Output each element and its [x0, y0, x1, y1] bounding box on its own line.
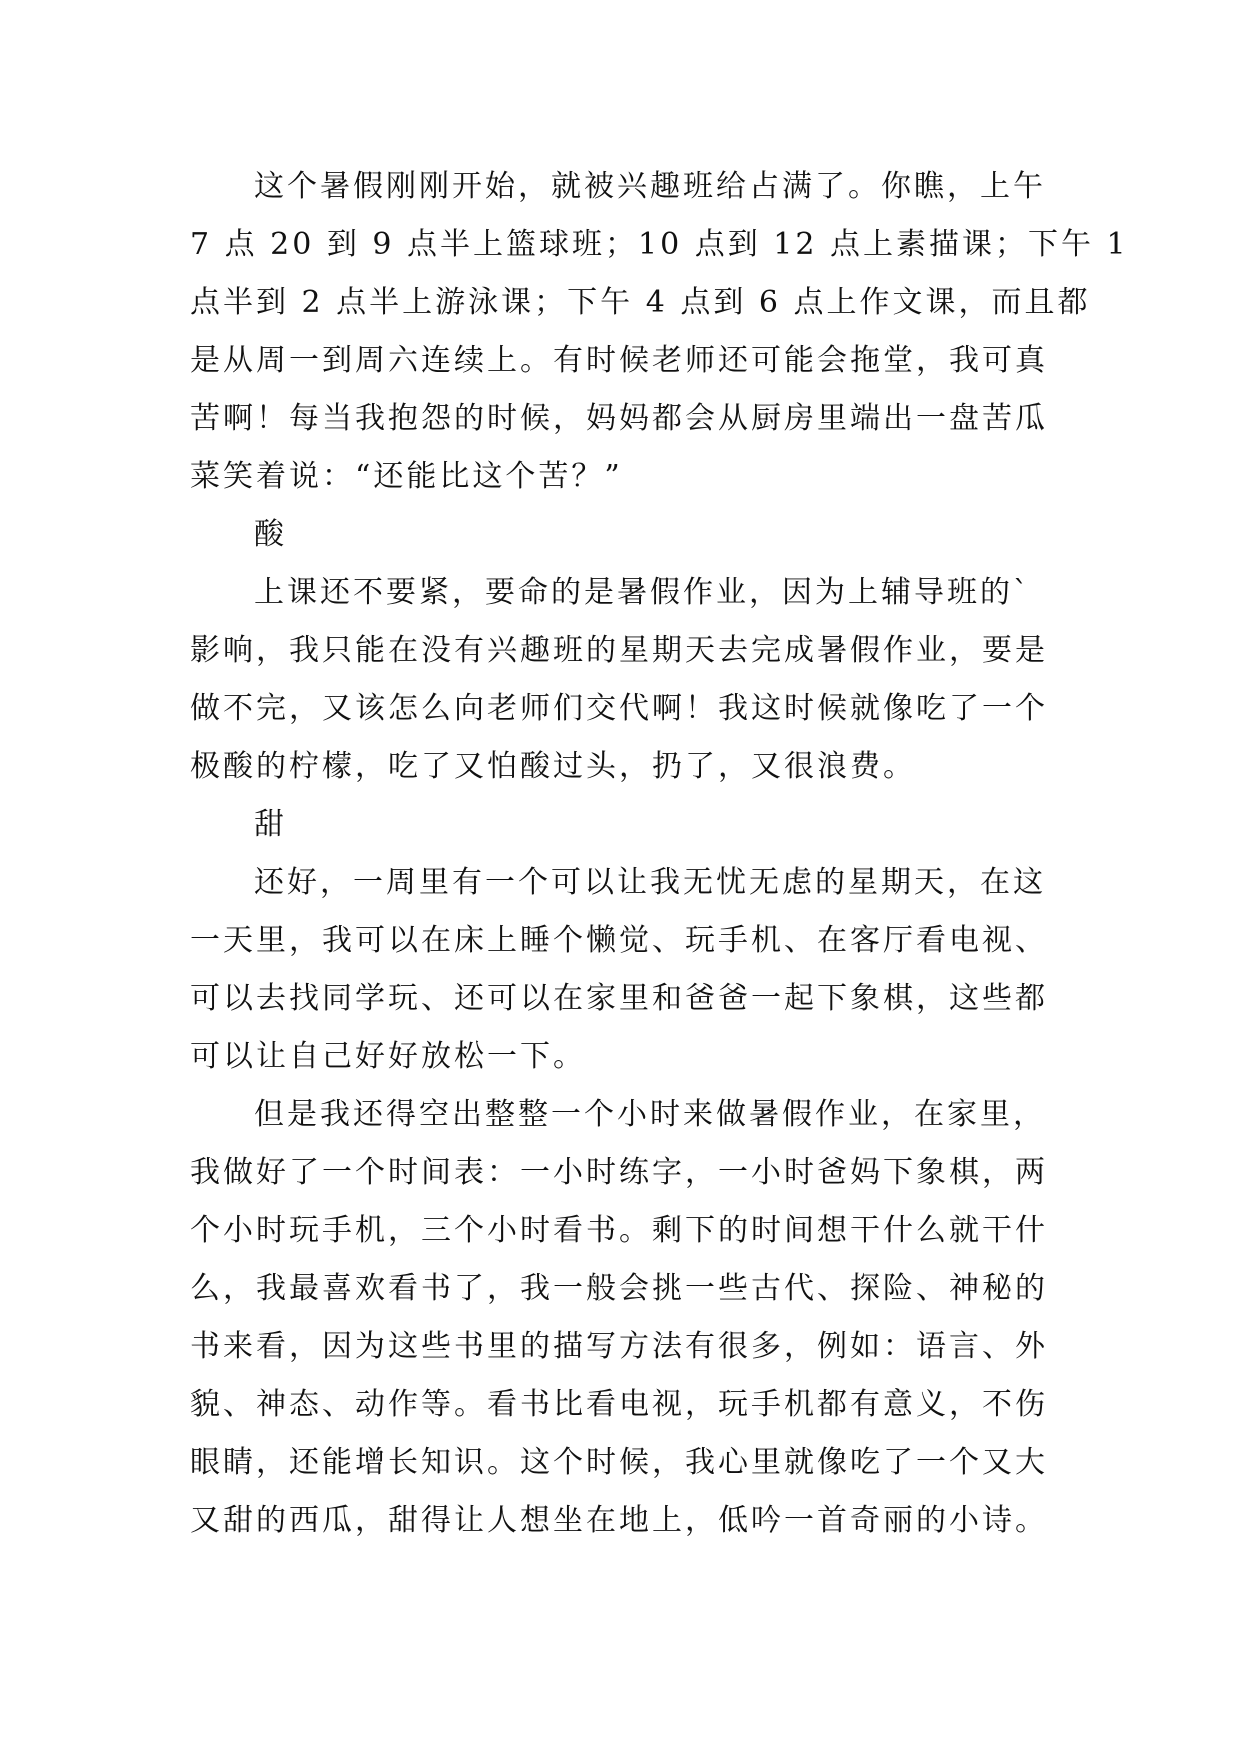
- text-line: 么，我最喜欢看书了，我一般会挑一些古代、探险、神秘的: [190, 1271, 1048, 1306]
- text-line: 眼睛，还能增长知识。这个时候，我心里就像吃了一个又大: [190, 1445, 1048, 1480]
- text-line: 菜笑着说：“还能比这个苦？”: [190, 459, 623, 494]
- text-line: 个小时玩手机，三个小时看书。剩下的时间想干什么就干什: [190, 1213, 1048, 1248]
- section-heading-sour: 酸: [254, 517, 287, 552]
- text-line: 可以让自己好好放松一下。: [190, 1039, 586, 1074]
- text-line: 极酸的柠檬，吃了又怕酸过头，扔了，又很浪费。: [190, 749, 916, 784]
- section-heading-sweet: 甜: [254, 807, 287, 842]
- text-line: 点半到 2 点半上游泳课；下午 4 点到 6 点上作文课，而且都: [190, 285, 1091, 320]
- text-line: 影响，我只能在没有兴趣班的星期天去完成暑假作业，要是: [190, 633, 1048, 668]
- text-line: 这个暑假刚刚开始，就被兴趣班给占满了。你瞧，上午: [254, 169, 1046, 204]
- text-line: 我做好了一个时间表：一小时练字，一小时爸妈下象棋，两: [190, 1155, 1048, 1190]
- text-line: 书来看，因为这些书里的描写方法有很多，例如：语言、外: [190, 1329, 1048, 1364]
- text-line: 又甜的西瓜，甜得让人想坐在地上，低吟一首奇丽的小诗。: [190, 1503, 1048, 1538]
- text-line: 可以去找同学玩、还可以在家里和爸爸一起下象棋，这些都: [190, 981, 1048, 1016]
- text-line: 7 点 20 到 9 点半上篮球班；10 点到 12 点上素描课；下午 1: [190, 227, 1129, 262]
- text-line: 苦啊！每当我抱怨的时候，妈妈都会从厨房里端出一盘苦瓜: [190, 401, 1048, 436]
- text-line: 一天里，我可以在床上睡个懒觉、玩手机、在客厅看电视、: [190, 923, 1048, 958]
- text-line: 是从周一到周六连续上。有时候老师还可能会拖堂，我可真: [190, 343, 1048, 378]
- text-line: 做不完，又该怎么向老师们交代啊！我这时候就像吃了一个: [190, 691, 1048, 726]
- text-line: 但是我还得空出整整一个小时来做暑假作业，在家里，: [254, 1097, 1046, 1132]
- text-line: 还好，一周里有一个可以让我无忧无虑的星期天，在这: [254, 865, 1046, 900]
- document-body: [190, 158, 1129, 1550]
- text-line: 貌、神态、动作等。看书比看电视，玩手机都有意义，不伤: [190, 1387, 1048, 1422]
- text-line: 上课还不要紧，要命的是暑假作业，因为上辅导班的`: [254, 575, 1031, 610]
